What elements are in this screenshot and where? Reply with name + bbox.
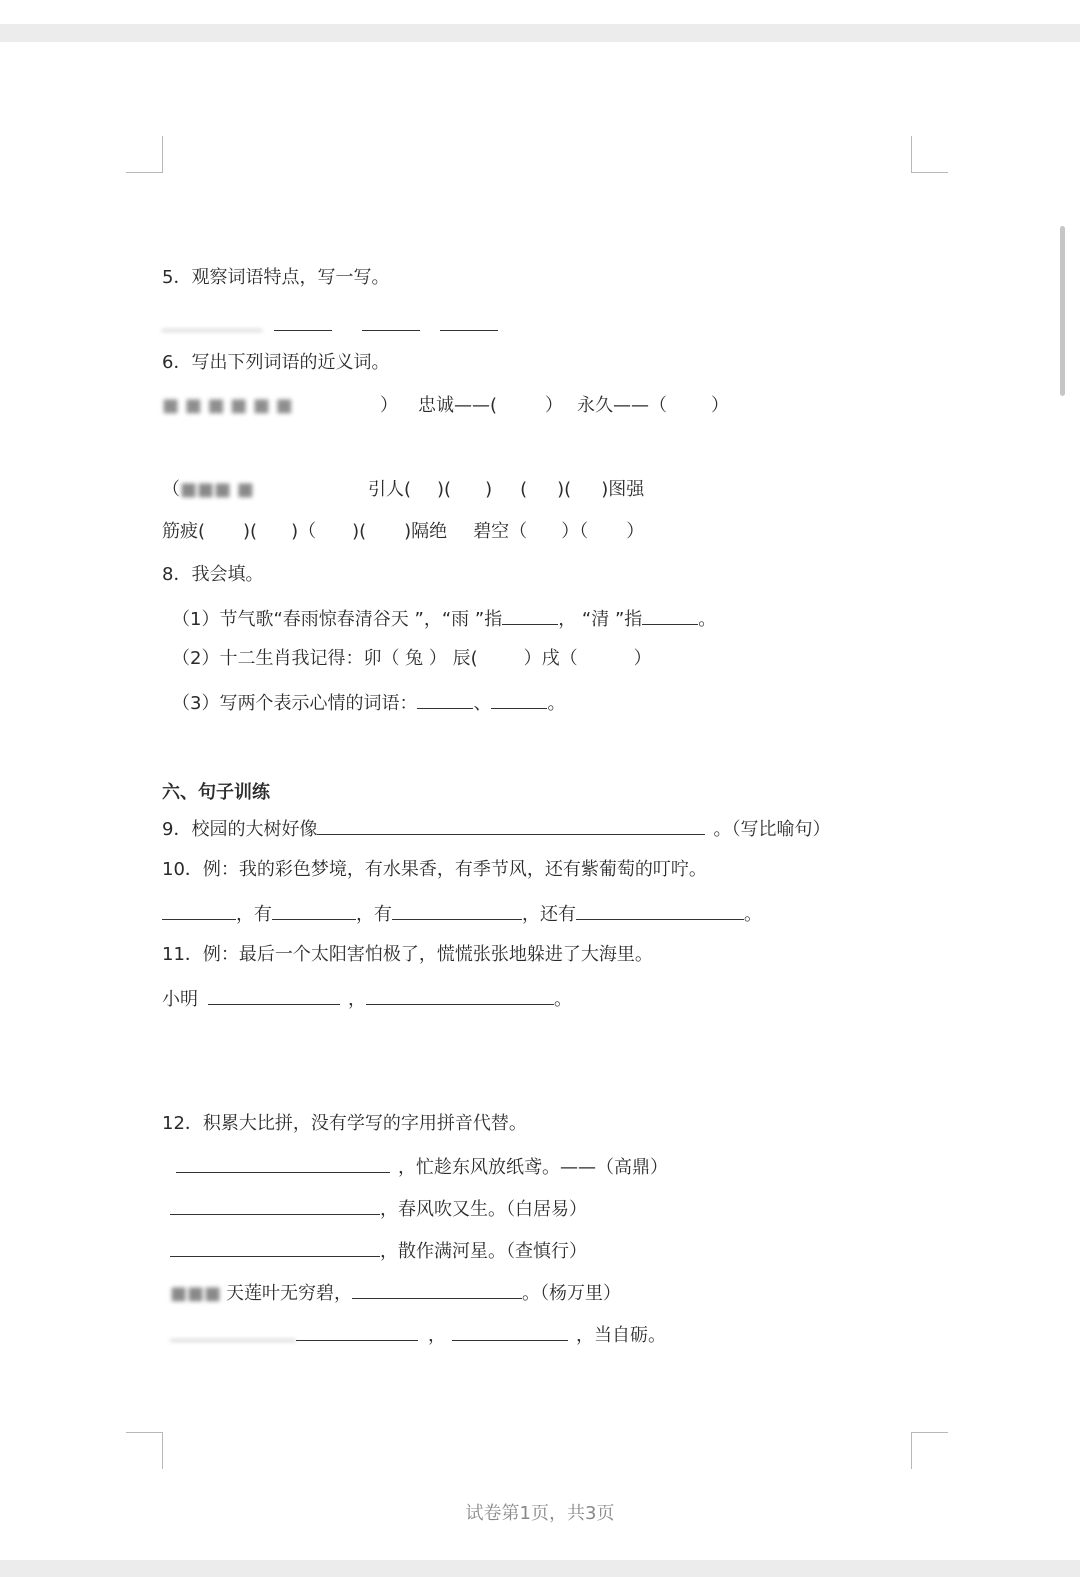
answer-blank[interactable] — [317, 816, 705, 835]
blurred-text: ■■■ ■ — [180, 479, 254, 500]
question-12-line-3: ，散作满河星。（查慎行） — [170, 1238, 587, 1264]
blurred-blank — [170, 1322, 296, 1341]
question-11-example: 11．例：最后一个太阳害怕极了，慌慌张张地躲进了大海里。 — [162, 944, 653, 965]
answer-blank[interactable] — [170, 1196, 380, 1215]
question-12-line-2: ，春风吹又生。（白居易） — [170, 1196, 587, 1222]
question-8-title: 8．我会填。 — [162, 564, 264, 585]
top-toolbar — [0, 0, 1080, 42]
answer-blank[interactable] — [366, 986, 554, 1005]
answer-blank[interactable] — [272, 901, 356, 920]
answer-blank[interactable] — [170, 1238, 380, 1257]
question-10-example: 10．例：我的彩色梦境，有水果香，有季节风，还有紫葡萄的叮咛。 — [162, 859, 707, 880]
answer-blank[interactable] — [392, 901, 522, 920]
answer-blank[interactable] — [296, 1322, 418, 1341]
blurred-text: ■ ■ ■ ■ ■ ■ — [162, 395, 293, 416]
question-11-answer-row: 小明 ， 。 — [162, 986, 572, 1012]
blurred-blank — [162, 312, 262, 331]
question-9: 9．校园的大树好像 。（写比喻句） — [162, 816, 830, 842]
question-6-title: 6．写出下列词语的近义词。 — [162, 352, 390, 373]
bottom-strip — [0, 1560, 1080, 1577]
answer-blank[interactable] — [176, 1154, 390, 1173]
answer-blank[interactable] — [491, 690, 547, 709]
answer-blank[interactable] — [208, 986, 340, 1005]
question-12-line-4: ■■■ 天莲叶无穷碧， 。（杨万里） — [170, 1280, 621, 1306]
answer-blank[interactable] — [162, 901, 236, 920]
margin-corner-top-left — [126, 136, 163, 173]
margin-corner-bottom-left — [126, 1432, 163, 1469]
answer-blank[interactable] — [417, 690, 473, 709]
section-6-heading: 六、句子训练 — [162, 782, 270, 803]
answer-blank[interactable] — [352, 1280, 522, 1299]
question-12-line-5: ， ，当自砺。 — [170, 1322, 666, 1348]
question-7-row-2: 筋疲( )( )（ )( )隔绝 碧空（ ）（ ） — [162, 521, 645, 542]
question-10-answer-row: ，有 ，有 ，还有 。 — [162, 901, 762, 927]
page-footer: 试卷第1页，共3页 — [465, 1503, 615, 1524]
question-5-answer-row — [162, 312, 498, 338]
scrollbar-thumb[interactable] — [1060, 226, 1065, 396]
question-5-title: 5．观察词语特点，写一写。 — [162, 267, 390, 288]
answer-blank[interactable] — [642, 606, 698, 625]
answer-blank[interactable] — [440, 312, 498, 331]
question-12-line-1: ，忙趁东风放纸鸢。——（高鼎） — [176, 1154, 668, 1180]
margin-corner-bottom-right — [911, 1432, 948, 1469]
answer-blank[interactable] — [452, 1322, 568, 1341]
question-6-answer-row: ■ ■ ■ ■ ■ ■ ） 忠诚——( ） 永久——（ ） — [162, 395, 730, 416]
top-strip — [0, 24, 1080, 42]
question-12-title: 12．积累大比拼，没有学写的字用拼音代替。 — [162, 1113, 527, 1134]
question-8-sub-1: （1）节气歌“春雨惊春清谷天 ”，“雨 ”指 ， “清 ”指 。 — [172, 606, 716, 632]
question-8-sub-2: （2）十二生肖我记得：卯（ 兔 ） 辰( ）戌（ ） — [172, 648, 652, 669]
blurred-text: ■■■ — [170, 1283, 222, 1304]
answer-blank[interactable] — [362, 312, 420, 331]
answer-blank[interactable] — [576, 901, 744, 920]
answer-blank[interactable] — [502, 606, 558, 625]
question-7-row-1: （■■■ ■ 引人( )( ) ( )( )图强 — [162, 479, 645, 500]
margin-corner-top-right — [911, 136, 948, 173]
answer-blank[interactable] — [274, 312, 332, 331]
question-8-sub-3: （3）写两个表示心情的词语： 、 。 — [172, 690, 565, 716]
